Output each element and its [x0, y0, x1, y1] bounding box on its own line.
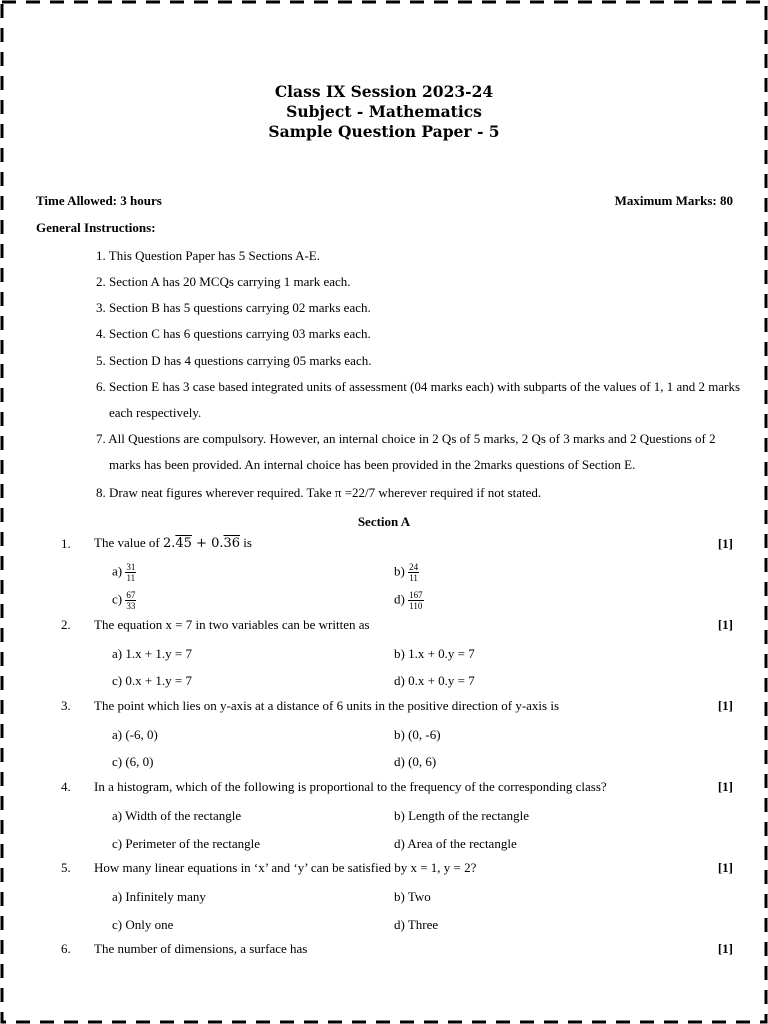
- option-c[interactable]: c) Perimeter of the rectangle: [112, 836, 260, 851]
- numerator: 67: [126, 590, 136, 600]
- question-marks: [1]: [717, 779, 733, 794]
- question-marks: [1]: [717, 941, 733, 956]
- instruction-item: 1. This Question Paper has 5 Sections A-E.: [96, 248, 320, 263]
- fraction: [125, 590, 136, 611]
- question-text: How many linear equations in ‘x’ and ‘y’ can be satisfied by x = 1, y = 2?: [94, 860, 477, 875]
- math-plus: +: [196, 536, 207, 551]
- denominator: 11: [409, 573, 418, 583]
- paper-class-title: Class IX Session 2023-24: [274, 82, 494, 101]
- option-c[interactable]: c) Only one: [112, 917, 174, 932]
- paper-subject-title: Subject - Mathematics: [286, 102, 482, 121]
- option-d[interactable]: [394, 590, 424, 611]
- option-d[interactable]: d) Three: [394, 917, 439, 932]
- option-a[interactable]: [112, 562, 136, 583]
- question-text: In a histogram, which of the following is proportional to the frequency of the corresponding class?: [94, 779, 607, 794]
- question-text: The number of dimensions, a surface has: [94, 941, 308, 956]
- denominator: 11: [126, 573, 136, 583]
- option-d[interactable]: d) (0, 6): [394, 754, 437, 769]
- fraction: [408, 562, 419, 583]
- option-b[interactable]: b) (0, -6): [394, 727, 441, 742]
- question-marks: [1]: [717, 860, 733, 875]
- question-text-before: The value of: [94, 535, 160, 550]
- question-number: 1.: [61, 536, 71, 551]
- option-b[interactable]: b) Two: [394, 889, 431, 904]
- option-a[interactable]: a) Width of the rectangle: [112, 808, 242, 823]
- option-b[interactable]: b) Length of the rectangle: [394, 808, 529, 823]
- question-marks: [1]: [717, 698, 733, 713]
- maximum-marks: Maximum Marks: 80: [614, 193, 733, 208]
- option-c[interactable]: [112, 590, 136, 611]
- option-label: c): [112, 591, 123, 607]
- instruction-item: 5. Section D has 4 questions carrying 05 marks each.: [96, 353, 372, 368]
- instruction-item: 3. Section B has 5 questions carrying 02 marks each.: [96, 300, 371, 315]
- option-a[interactable]: a) (-6, 0): [112, 727, 158, 742]
- option-c[interactable]: c) 0.x + 1.y = 7: [112, 673, 193, 688]
- math-repeating-b: 36: [223, 536, 241, 551]
- question-number: 2.: [61, 617, 71, 632]
- question-marks: [1]: [717, 536, 733, 551]
- paper-name-title: Sample Question Paper - 5: [268, 122, 500, 141]
- question-number: 4.: [61, 779, 71, 794]
- general-instructions-heading: General Instructions:: [36, 220, 156, 235]
- instruction-item: 8. Draw neat figures wherever required. Take π =22/7 wherever required if not stated.: [96, 485, 542, 500]
- option-b[interactable]: [394, 562, 419, 583]
- section-title: Section A: [357, 514, 411, 529]
- option-c[interactable]: c) (6, 0): [112, 754, 154, 769]
- question-number: 5.: [61, 860, 71, 875]
- question-marks: [1]: [717, 617, 733, 632]
- question-number: 3.: [61, 698, 71, 713]
- option-label: a): [112, 563, 123, 579]
- question-text: [94, 535, 252, 551]
- time-allowed: Time Allowed: 3 hours: [36, 193, 162, 208]
- numerator: 31: [126, 562, 136, 572]
- denominator: 33: [126, 601, 136, 611]
- question-text: The equation x = 7 in two variables can be written as: [94, 617, 370, 632]
- option-a[interactable]: a) 1.x + 1.y = 7: [112, 646, 193, 661]
- question-text-after: is: [243, 535, 252, 550]
- option-b[interactable]: b) 1.x + 0.y = 7: [394, 646, 475, 661]
- option-label: d): [394, 591, 405, 607]
- option-d[interactable]: d) 0.x + 0.y = 7: [394, 673, 475, 688]
- instruction-item: 7. All Questions are compulsory. However, an internal choice in 2 Qs of 5 marks, 2 Qs of 3 marks and 2 Questions of 2 marks has been provided. An internal choice has been provided in the 2marks questions of Section E.: [96, 431, 716, 472]
- instruction-item: 4. Section C has 6 questions carrying 03 marks each.: [96, 326, 371, 341]
- question-text: The point which lies on y-axis at a distance of 6 units in the positive direction of y-axis is: [94, 698, 560, 713]
- fraction: [125, 562, 136, 583]
- instruction-item: 2. Section A has 20 MCQs carrying 1 mark each.: [96, 274, 351, 289]
- option-a[interactable]: a) Infinitely many: [112, 889, 206, 904]
- fraction: [408, 590, 424, 611]
- math-int-b: 0.: [211, 536, 224, 551]
- option-label: b): [394, 563, 405, 579]
- option-d[interactable]: d) Area of the rectangle: [394, 836, 517, 851]
- numerator: 24: [409, 562, 419, 572]
- math-expression: [163, 536, 240, 551]
- math-repeating-a: 45: [175, 536, 192, 551]
- denominator: 110: [409, 601, 423, 611]
- question-number: 6.: [61, 941, 71, 956]
- instruction-item: 6. Section E has 3 case based integrated units of assessment (04 marks each) with subparts of the values of 1, 1 and 2 marks each respectively.: [96, 379, 741, 420]
- math-int-a: 2.: [162, 536, 176, 551]
- numerator: 167: [409, 590, 423, 600]
